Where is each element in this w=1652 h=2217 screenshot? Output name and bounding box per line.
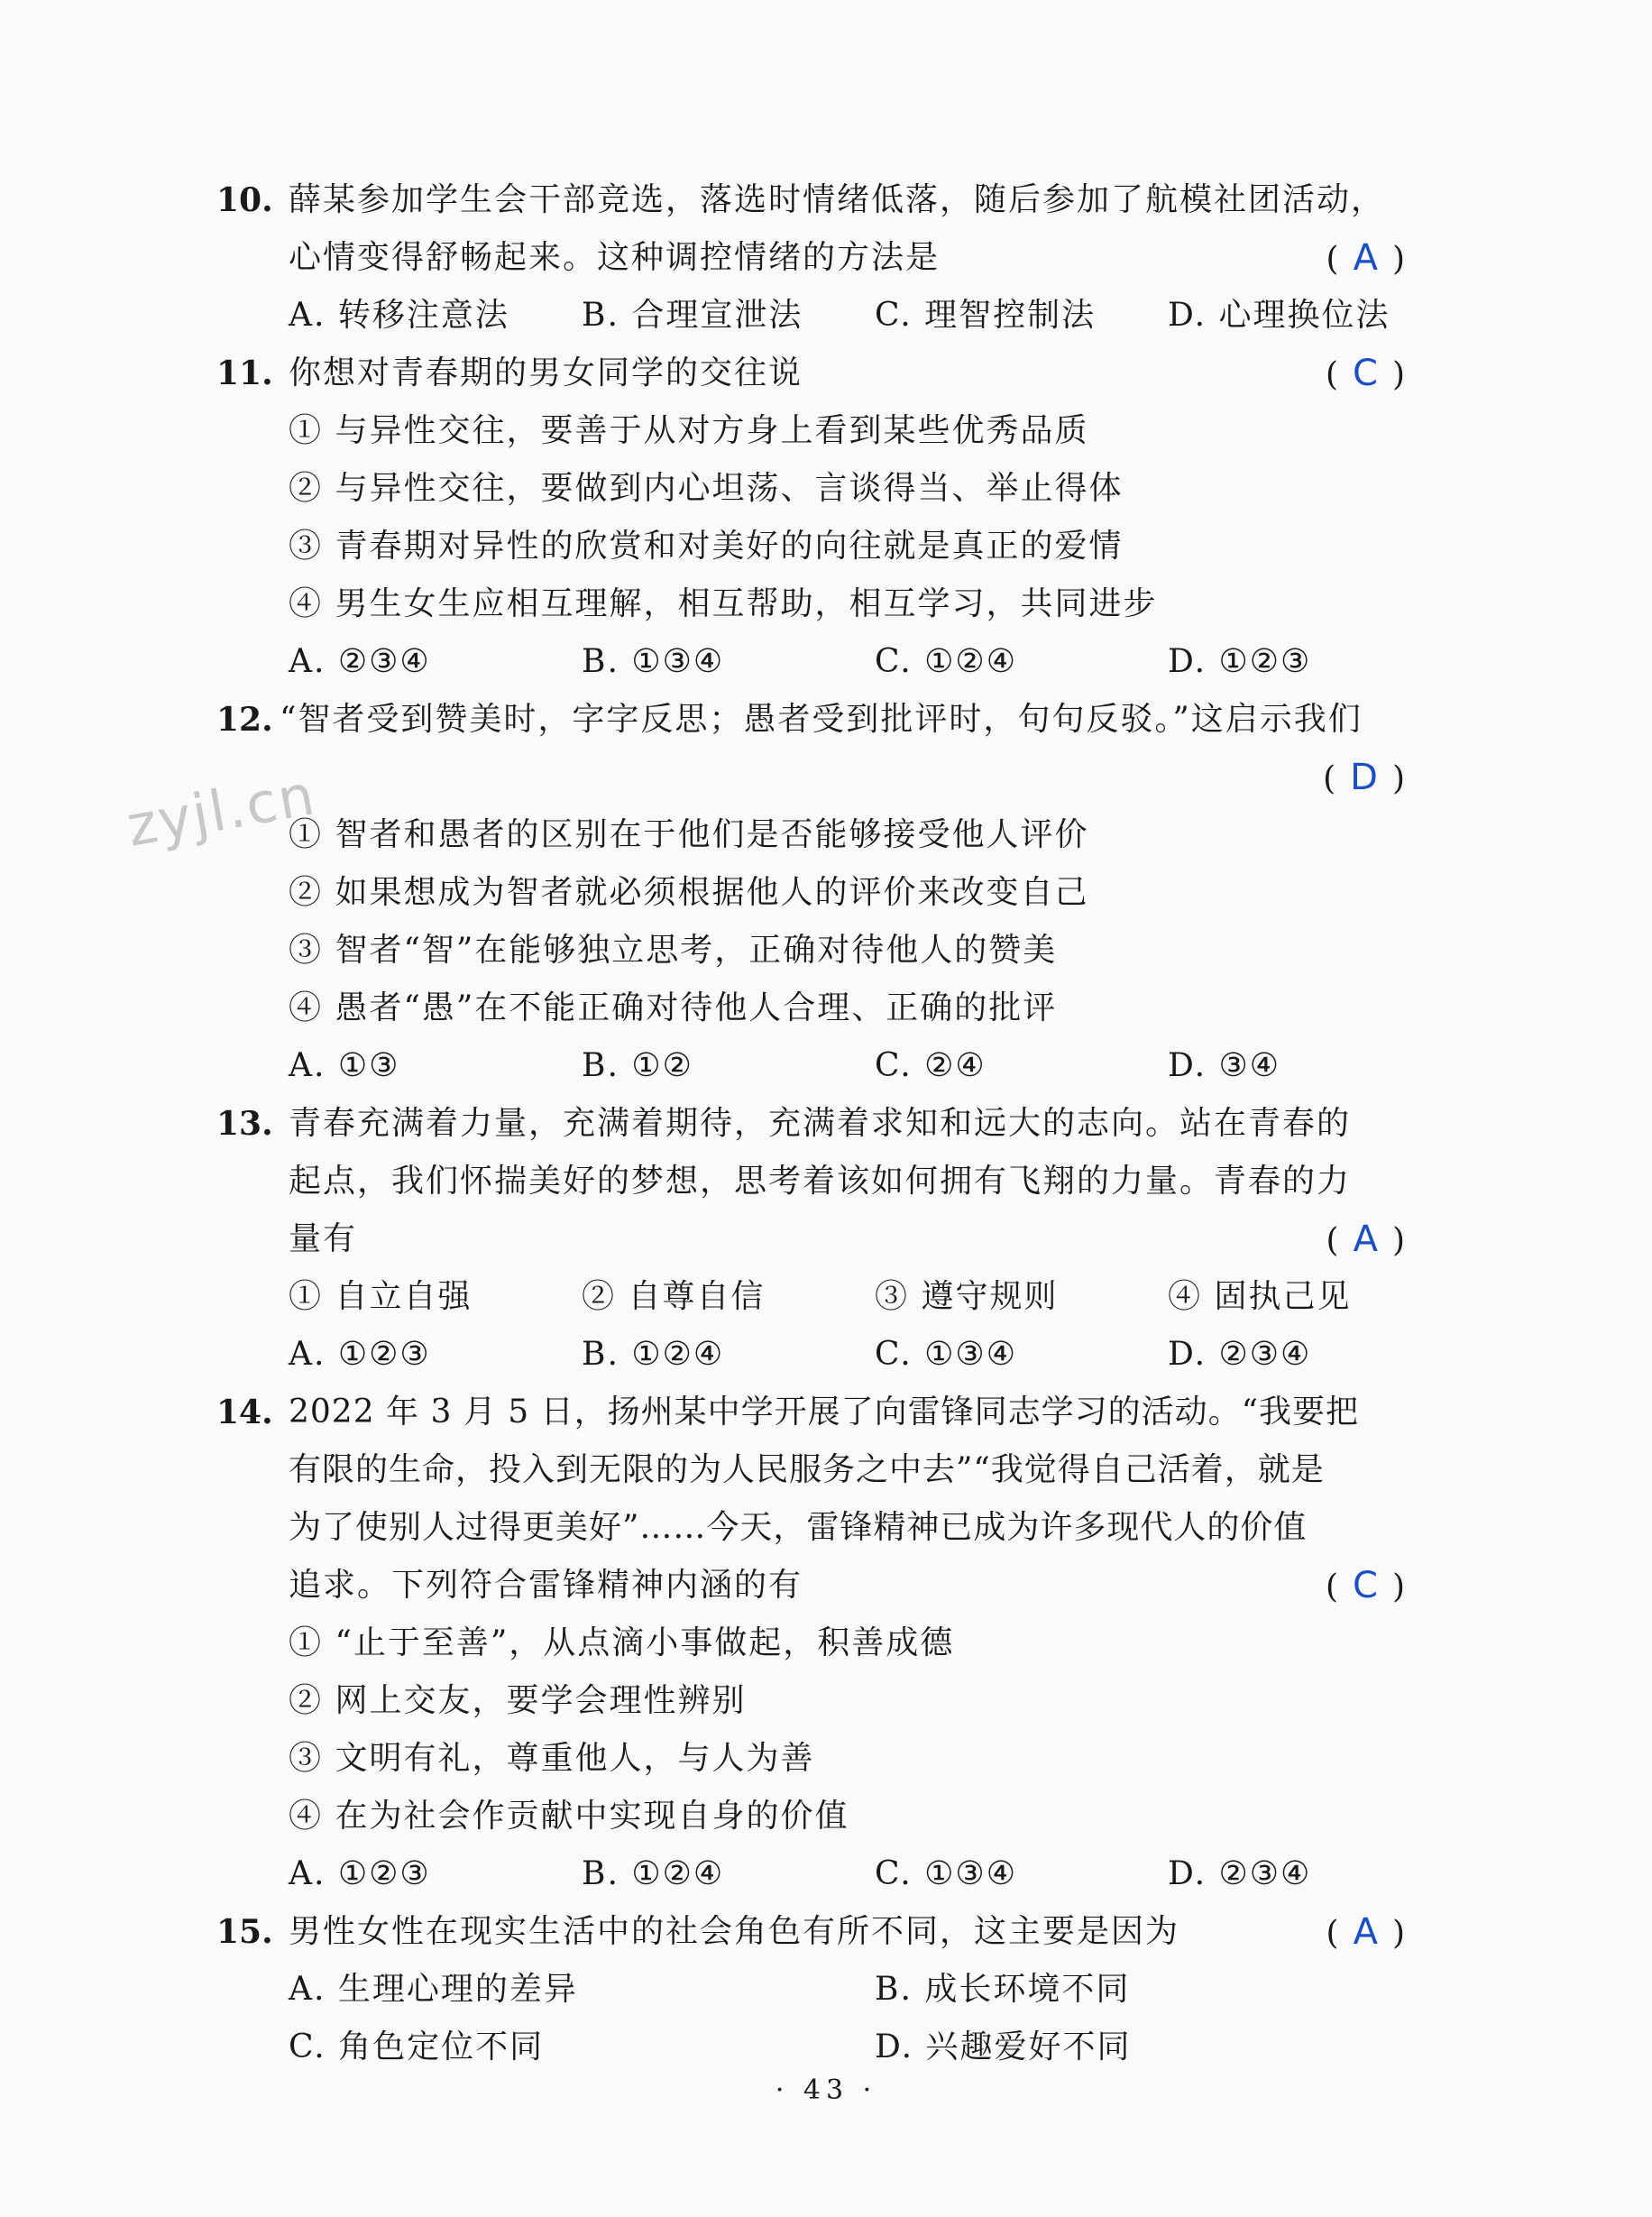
statement xyxy=(216,980,1407,1037)
question-text: 起点，我们怀揣美好的梦想，思考着该如何拥有飞翔的力量。青春的力 xyxy=(289,1163,1352,1200)
question-number: 12. xyxy=(216,701,273,739)
question-13-options xyxy=(216,1326,1407,1384)
question-11-options xyxy=(216,633,1407,691)
statement xyxy=(216,1730,1407,1788)
statement xyxy=(216,922,1407,980)
question-text: 量有 xyxy=(289,1220,358,1257)
answer-letter: A xyxy=(1353,237,1380,279)
page-number: · 43 · xyxy=(775,2074,877,2106)
question-number: 10. xyxy=(216,181,273,219)
question-11-line-1 xyxy=(216,345,1407,402)
statement xyxy=(216,806,1407,864)
question-15-line-1 xyxy=(216,1903,1407,1961)
statement-text: ① 与异性交往，要善于从对方身上看到某些优秀品质 xyxy=(289,412,1089,449)
option-d: D. ③④ xyxy=(1168,1047,1281,1084)
option-d: D. ②③④ xyxy=(1168,1855,1312,1892)
answer-letter: A xyxy=(1353,1219,1380,1260)
option-c: C. ①③④ xyxy=(875,1336,1017,1373)
question-14-line-1 xyxy=(216,1384,1407,1441)
statement-text: ④ 愚者“愚”在不能正确对待他人合理、正确的批评 xyxy=(289,989,1058,1026)
question-text: 有限的生命，投入到无限的为人民服务之中去”“我觉得自己活着，就是 xyxy=(289,1451,1325,1488)
answer-bracket: ( A ) xyxy=(1326,1210,1407,1270)
statement xyxy=(216,864,1407,922)
statement-text: ③ 遵守规则 xyxy=(875,1278,1059,1315)
question-13-line-2 xyxy=(216,1153,1407,1210)
question-14-line-3 xyxy=(216,1499,1407,1557)
question-15-options-row-1 xyxy=(216,1961,1407,2019)
question-10-options xyxy=(216,287,1407,345)
statement xyxy=(216,575,1407,633)
answer-letter: A xyxy=(1353,1911,1380,1953)
answer-bracket: ( C ) xyxy=(1326,1557,1407,1616)
statement-text: ④ 男生女生应相互理解，相互帮助，相互学习，共同进步 xyxy=(289,585,1158,622)
option-c: C. ①③④ xyxy=(875,1855,1017,1892)
option-a: A. 生理心理的差异 xyxy=(289,1971,578,2008)
statement-text: ② 自尊自信 xyxy=(582,1278,766,1315)
option-b: B. ①②④ xyxy=(582,1855,725,1892)
answer-bracket: ( A ) xyxy=(1326,229,1407,289)
option-a: A. ①②③ xyxy=(289,1855,431,1892)
statement xyxy=(216,518,1407,575)
statement-text: ③ 文明有礼，尊重他人，与人为善 xyxy=(289,1740,815,1777)
option-b: B. 成长环境不同 xyxy=(875,1971,1131,2008)
option-c: C. ②④ xyxy=(875,1047,987,1084)
question-12-answer-line xyxy=(216,749,1407,806)
question-10-line-2 xyxy=(216,229,1407,287)
option-a: A. ②③④ xyxy=(289,643,431,680)
statement-text: ① 智者和愚者的区别在于他们是否能够接受他人评价 xyxy=(289,816,1089,853)
question-text: “智者受到赞美时，字字反思；愚者受到批评时，句句反驳。”这启示我们 xyxy=(280,701,1363,738)
statement-text: ③ 青春期对异性的欣赏和对美好的向往就是真正的爱情 xyxy=(289,528,1124,565)
question-13-line-3 xyxy=(216,1210,1407,1268)
question-text: 为了使别人过得更美好”……今天，雷锋精神已成为许多现代人的价值 xyxy=(289,1509,1308,1546)
statement xyxy=(216,402,1407,460)
question-text: 心情变得舒畅起来。这种调控情绪的方法是 xyxy=(289,239,941,276)
statement xyxy=(216,1788,1407,1845)
statement-text: ① “止于至善”，从点滴小事做起，积善成德 xyxy=(289,1624,955,1661)
option-a: A. ①②③ xyxy=(289,1336,431,1373)
question-14-line-2 xyxy=(216,1441,1407,1499)
statement xyxy=(216,460,1407,518)
question-12-options xyxy=(216,1037,1407,1095)
statement-text: ① 自立自强 xyxy=(289,1278,473,1315)
option-b: B. ①③④ xyxy=(582,643,725,680)
statement-text: ④ 在为社会作贡献中实现自身的价值 xyxy=(289,1798,849,1835)
answer-letter: C xyxy=(1353,353,1380,394)
option-c: C. 理智控制法 xyxy=(875,297,1097,334)
answer-letter: C xyxy=(1353,1565,1380,1606)
question-10-line-1 xyxy=(216,171,1407,229)
option-a: A. 转移注意法 xyxy=(289,297,509,334)
option-c: C. 角色定位不同 xyxy=(289,2028,545,2065)
answer-letter: D xyxy=(1350,757,1380,798)
statement-text: ② 网上交友，要学会理性辨别 xyxy=(289,1682,747,1719)
answer-bracket: ( D ) xyxy=(1323,749,1407,808)
option-d: D. ①②③ xyxy=(1168,643,1312,680)
question-list xyxy=(216,171,1407,2076)
answer-bracket: ( C ) xyxy=(1326,345,1407,404)
question-number: 15. xyxy=(216,1913,273,1951)
option-b: B. ①② xyxy=(582,1047,693,1084)
question-text: 薛某参加学生会干部竞选，落选时情绪低落，随后参加了航模社团活动， xyxy=(289,181,1386,218)
option-a: A. ①③ xyxy=(289,1047,400,1084)
question-number: 13. xyxy=(216,1105,273,1143)
option-b: B. 合理宣泄法 xyxy=(582,297,803,334)
question-12-line-1 xyxy=(216,691,1407,749)
question-number: 11. xyxy=(216,354,273,392)
question-text: 你想对青春期的男女同学的交往说 xyxy=(289,354,803,391)
answer-bracket: ( A ) xyxy=(1326,1903,1407,1963)
question-text: 2022 年 3 月 5 日，扬州某中学开展了向雷锋同志学习的活动。“我要把 xyxy=(289,1394,1360,1430)
watermark: zyjl.cn xyxy=(122,761,321,860)
statement-text: ④ 固执己见 xyxy=(1168,1278,1352,1315)
option-d: D. 心理换位法 xyxy=(1168,297,1390,334)
statement-text: ② 如果想成为智者就必须根据他人的评价来改变自己 xyxy=(289,874,1089,911)
question-13-line-1 xyxy=(216,1095,1407,1153)
statement xyxy=(216,1672,1407,1730)
statement-text: ③ 智者“智”在能够独立思考，正确对待他人的赞美 xyxy=(289,932,1058,969)
statement-text: ② 与异性交往，要做到内心坦荡、言谈得当、举止得体 xyxy=(289,470,1124,507)
question-15-options-row-2 xyxy=(216,2019,1407,2076)
question-text: 青春充满着力量，充满着期待，充满着求知和远大的志向。站在青春的 xyxy=(289,1105,1352,1142)
option-b: B. ①②④ xyxy=(582,1336,725,1373)
option-c: C. ①②④ xyxy=(875,643,1017,680)
question-text: 男性女性在现实生活中的社会角色有所不同，这主要是因为 xyxy=(289,1913,1180,1950)
question-13-statements xyxy=(216,1268,1407,1326)
question-14-options xyxy=(216,1845,1407,1903)
question-14-line-4 xyxy=(216,1557,1407,1614)
statement xyxy=(216,1614,1407,1672)
question-number: 14. xyxy=(216,1394,273,1431)
question-text: 追求。下列符合雷锋精神内涵的有 xyxy=(289,1567,803,1604)
option-d: D. 兴趣爱好不同 xyxy=(875,2028,1132,2065)
option-d: D. ②③④ xyxy=(1168,1336,1312,1373)
